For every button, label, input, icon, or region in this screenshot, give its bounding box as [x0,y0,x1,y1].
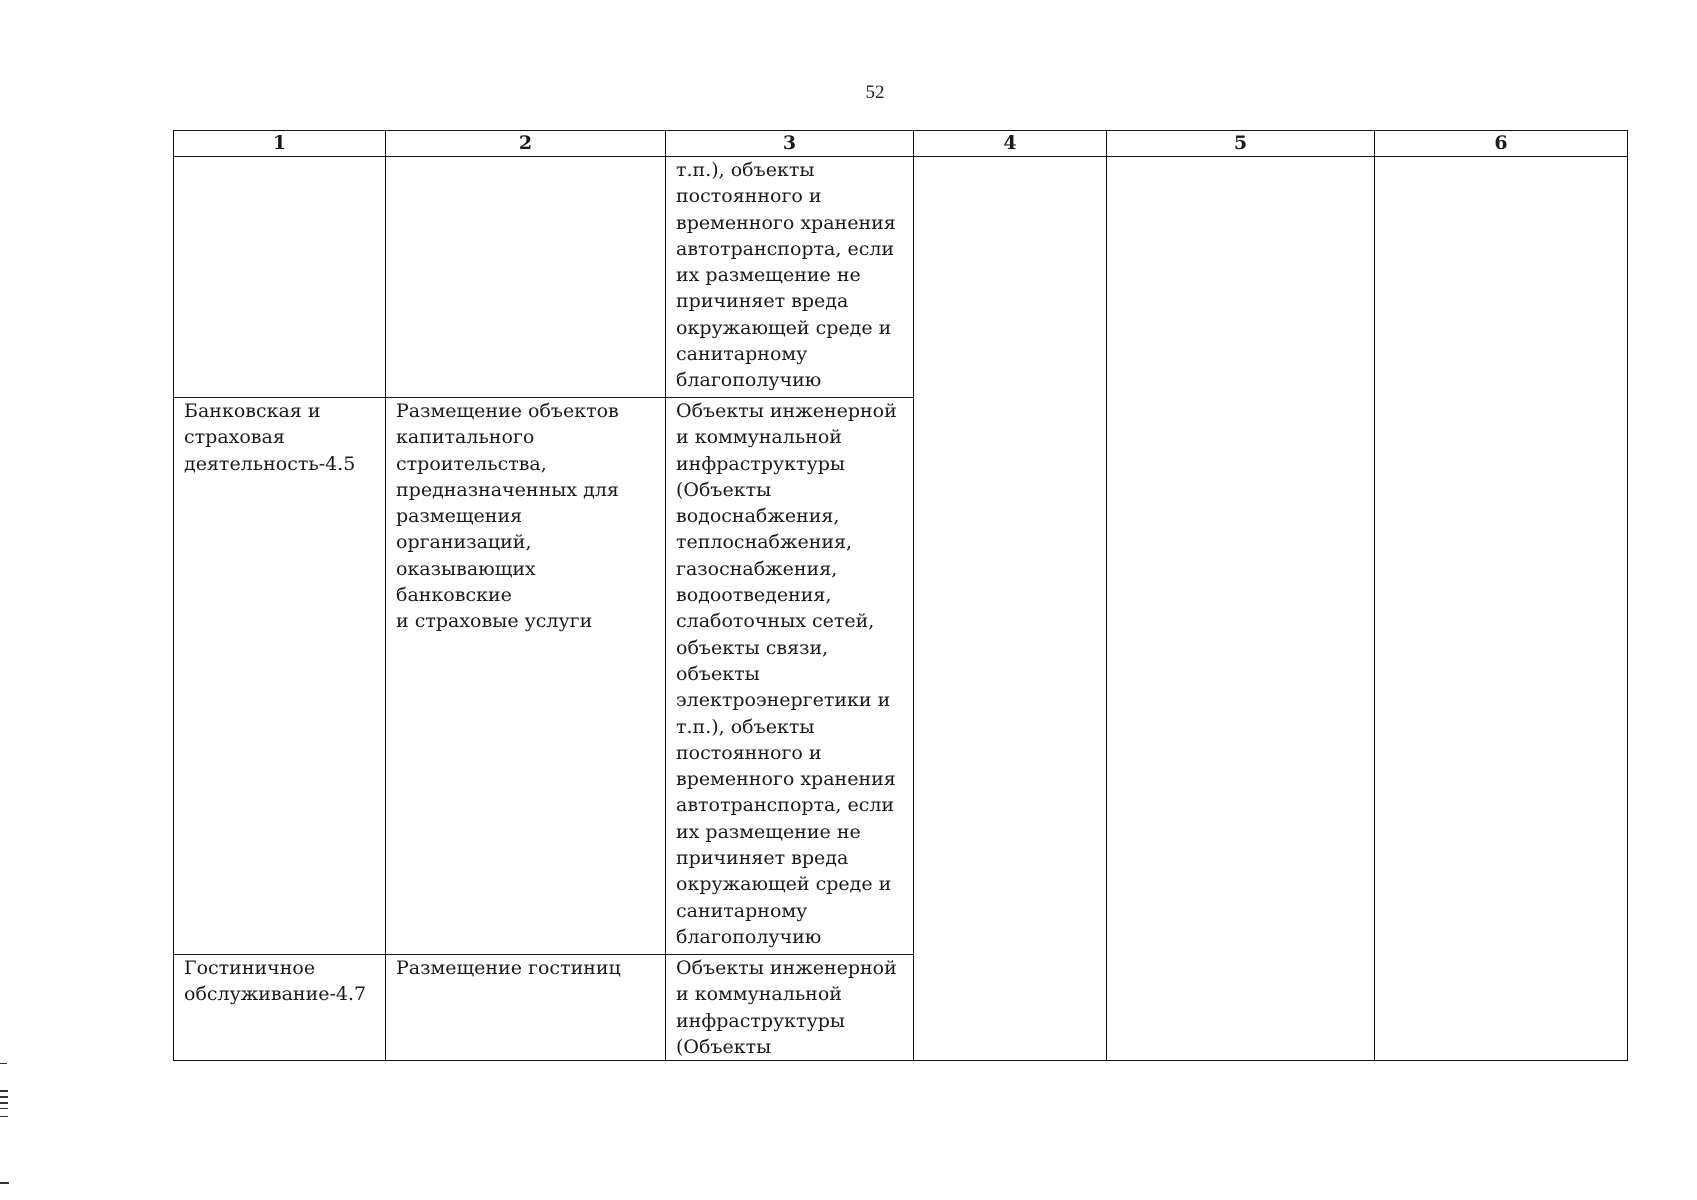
table-header-row [174,131,1628,157]
cell-auxiliary-uses: т.п.), объекты постоянного и временного хранения автотранспорта, если их размещение не причиняет вреда окружающей среде и санитарному благополучию [666,157,914,398]
cell-use-type: Банковская и страховая деятельность-4.5 [174,398,386,955]
scan-margin-mark [0,1063,7,1064]
cell-use-description: Размещение объектов капитального строительства, предназначенных для размещения организаций, оказывающих банковские и страховые услуги [386,398,666,955]
scan-margin-mark [0,1090,8,1092]
scan-margin-mark [0,1102,8,1104]
scan-margin-mark [0,1096,8,1098]
table-row [174,157,1628,398]
cell-column-4 [914,157,1107,1061]
column-header-6: 6 [1375,131,1628,157]
scan-margin-mark [0,1108,8,1109]
column-header-4: 4 [914,131,1107,157]
scan-margin-mark [0,1116,8,1117]
page-number: 52 [865,82,885,103]
cell-use-description [386,157,666,398]
cell-column-5 [1107,157,1375,1061]
cell-auxiliary-uses: Объекты инженерной и коммунальной инфраструктуры (Объекты [666,955,914,1061]
cell-use-type [174,157,386,398]
cell-column-6 [1375,157,1628,1061]
column-header-2: 2 [386,131,666,157]
cell-use-type: Гостиничное обслуживание-4.7 [174,955,386,1061]
column-header-3: 3 [666,131,914,157]
zoning-table [173,130,1628,1061]
column-header-1: 1 [174,131,386,157]
cell-auxiliary-uses: Объекты инженерной и коммунальной инфраструктуры (Объекты водоснабжения, теплоснабжения, газоснабжения, водоотведения, слаботочных сетей, объекты связи, объекты электроэнергетики и т.п.), объекты постоянного и временного хранения автотранспорта, если их размещение не причиняет вреда окружающей среде и санитарному благополучию [666,398,914,955]
scan-margin-mark [0,1182,9,1184]
cell-use-description: Размещение гостиниц [386,955,666,1061]
column-header-5: 5 [1107,131,1375,157]
